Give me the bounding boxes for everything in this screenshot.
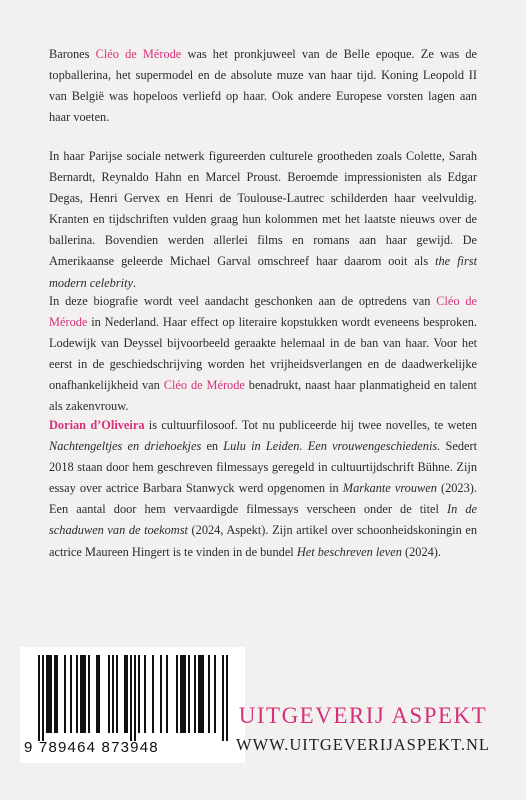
barcode-bar — [54, 655, 56, 733]
barcode-bar — [38, 655, 40, 741]
barcode-bar — [112, 655, 114, 733]
barcode-bar — [198, 655, 200, 733]
text: . — [132, 275, 137, 290]
text: (2023). Een aantal door hem vervaardigde filmessays verscheen onder de titel — [49, 481, 477, 517]
barcode-bar — [42, 655, 44, 741]
subject-name: Cléo de Mérode — [95, 47, 182, 61]
barcode-bar — [82, 655, 84, 733]
barcode-bar — [166, 655, 168, 733]
barcode-bar — [214, 655, 216, 733]
text: (2024). — [401, 544, 442, 559]
barcode-bar — [138, 655, 140, 733]
barcode-bar — [76, 655, 78, 733]
barcode-bars — [20, 647, 245, 742]
barcode-bar — [182, 655, 184, 733]
text: In haar Parijse sociale netwerk figureerden culturele grootheden zoals Colette, Sarah Bernardt, Reynaldo Hahn en Marcel Proust. Beroemde impressionisten als Edgar Degas, Henri Gervex en Henri de Toulouse-Lautrec schilderden haar veelvuldig. Kranten en tijdschriften vulden graag hun kolommen met het laatste nieuws over de ballerina. Bovendien werden allerlei films en romans aan haar gewijd. De Amerikaanse geleerde Michael Garval omschreef haar daarom ooit als — [49, 149, 477, 269]
publisher-name: UITGEVERIJ ASPEKT — [238, 703, 488, 728]
book-title: In de schaduwen van de toekomst — [49, 502, 477, 538]
barcode-bar — [180, 655, 182, 733]
barcode-bar — [176, 655, 178, 733]
text: In deze biografie wordt veel aandacht geschonken aan de optredens van — [49, 294, 437, 308]
text: Sedert 2018 staan door hem geschreven filmessays geregeld in cultuurtijdschrift Bühne. Zijn essay over actrice Barbara Stanwyck werd opgenomen in — [49, 439, 478, 496]
barcode-bar — [202, 655, 204, 733]
publisher-url: WWW.UITGEVERIJASPEKT.NL — [236, 735, 490, 754]
barcode-bar — [126, 655, 128, 733]
barcode-bar — [152, 655, 154, 733]
book-title: Markante vrouwen — [342, 481, 437, 496]
text: was het pronkjuweel van de Belle epoque. Ze was de topballerina, het supermodel en de absolute muze van haar tijd. Koning Leopold II van België was hopeloos verliefd op haar. Ook andere Europese vorsten lagen aan haar voeten. — [49, 47, 477, 125]
barcode-bar — [130, 655, 132, 741]
text: benadrukt, naast haar planmatigheid en talent als zakenvrouw. — [49, 378, 477, 414]
barcode-bar — [200, 655, 202, 733]
barcode-bar — [208, 655, 210, 733]
barcode-bar — [108, 655, 110, 733]
barcode-bar — [144, 655, 146, 733]
barcode-bar — [188, 655, 190, 733]
barcode-bar — [116, 655, 118, 733]
barcode-bar — [98, 655, 100, 733]
barcode-bar — [50, 655, 52, 733]
book-title: Het beschreven leven — [296, 544, 402, 559]
quote: the first modern celebrity — [49, 254, 478, 290]
barcode-bar — [134, 655, 136, 741]
text: Barones — [49, 47, 96, 61]
subject-name: Cléo de Mérode — [49, 294, 477, 330]
barcode-bar — [160, 655, 162, 733]
barcode-bar — [96, 655, 98, 733]
subject-name: Cléo de Mérode — [163, 378, 245, 393]
book-title: Nachtengeltjes en driehoekjes — [49, 439, 202, 454]
barcode-bar — [64, 655, 66, 733]
barcode-bar — [194, 655, 196, 733]
isbn-digits: 9 789464 873948 — [24, 739, 159, 756]
author-name: Dorian d’Oliveira — [49, 418, 145, 432]
text: en — [201, 439, 224, 454]
barcode-bar — [46, 655, 48, 733]
barcode-bar — [124, 655, 126, 733]
barcode-bar — [80, 655, 82, 733]
barcode-bar — [88, 655, 90, 733]
text: (2024, Aspekt). Zijn artikel over schoonheidskoningin en actrice Maureen Hingert is te vinden in de bundel — [49, 523, 477, 559]
blurb-paragraph-1 — [49, 44, 477, 128]
barcode-bar — [70, 655, 72, 733]
blurb-paragraph-2 — [49, 146, 477, 294]
author-bio — [49, 415, 477, 563]
barcode-bar — [56, 655, 58, 733]
barcode-bar — [48, 655, 50, 733]
blurb-paragraph-3 — [49, 291, 477, 418]
book-title: Lulu in Leiden. Een vrouwengeschiedenis. — [223, 439, 441, 454]
text: in Nederland. Haar effect op literaire kopstukken wordt eveneens besproken. Lodewijk van Deyssel bijvoorbeeld geraakte helemaal in de ban van haar. Voor het eerst in de geschiedschrijving worden het vrijheidsverlangen en de daadwerkelijke onafhankelijkheid van — [49, 315, 477, 393]
barcode-bar — [84, 655, 86, 733]
barcode-bar — [184, 655, 186, 733]
isbn-barcode — [20, 647, 245, 763]
text: is cultuurfilosoof. Tot nu publiceerde hij twee novelles, te weten — [144, 418, 477, 432]
